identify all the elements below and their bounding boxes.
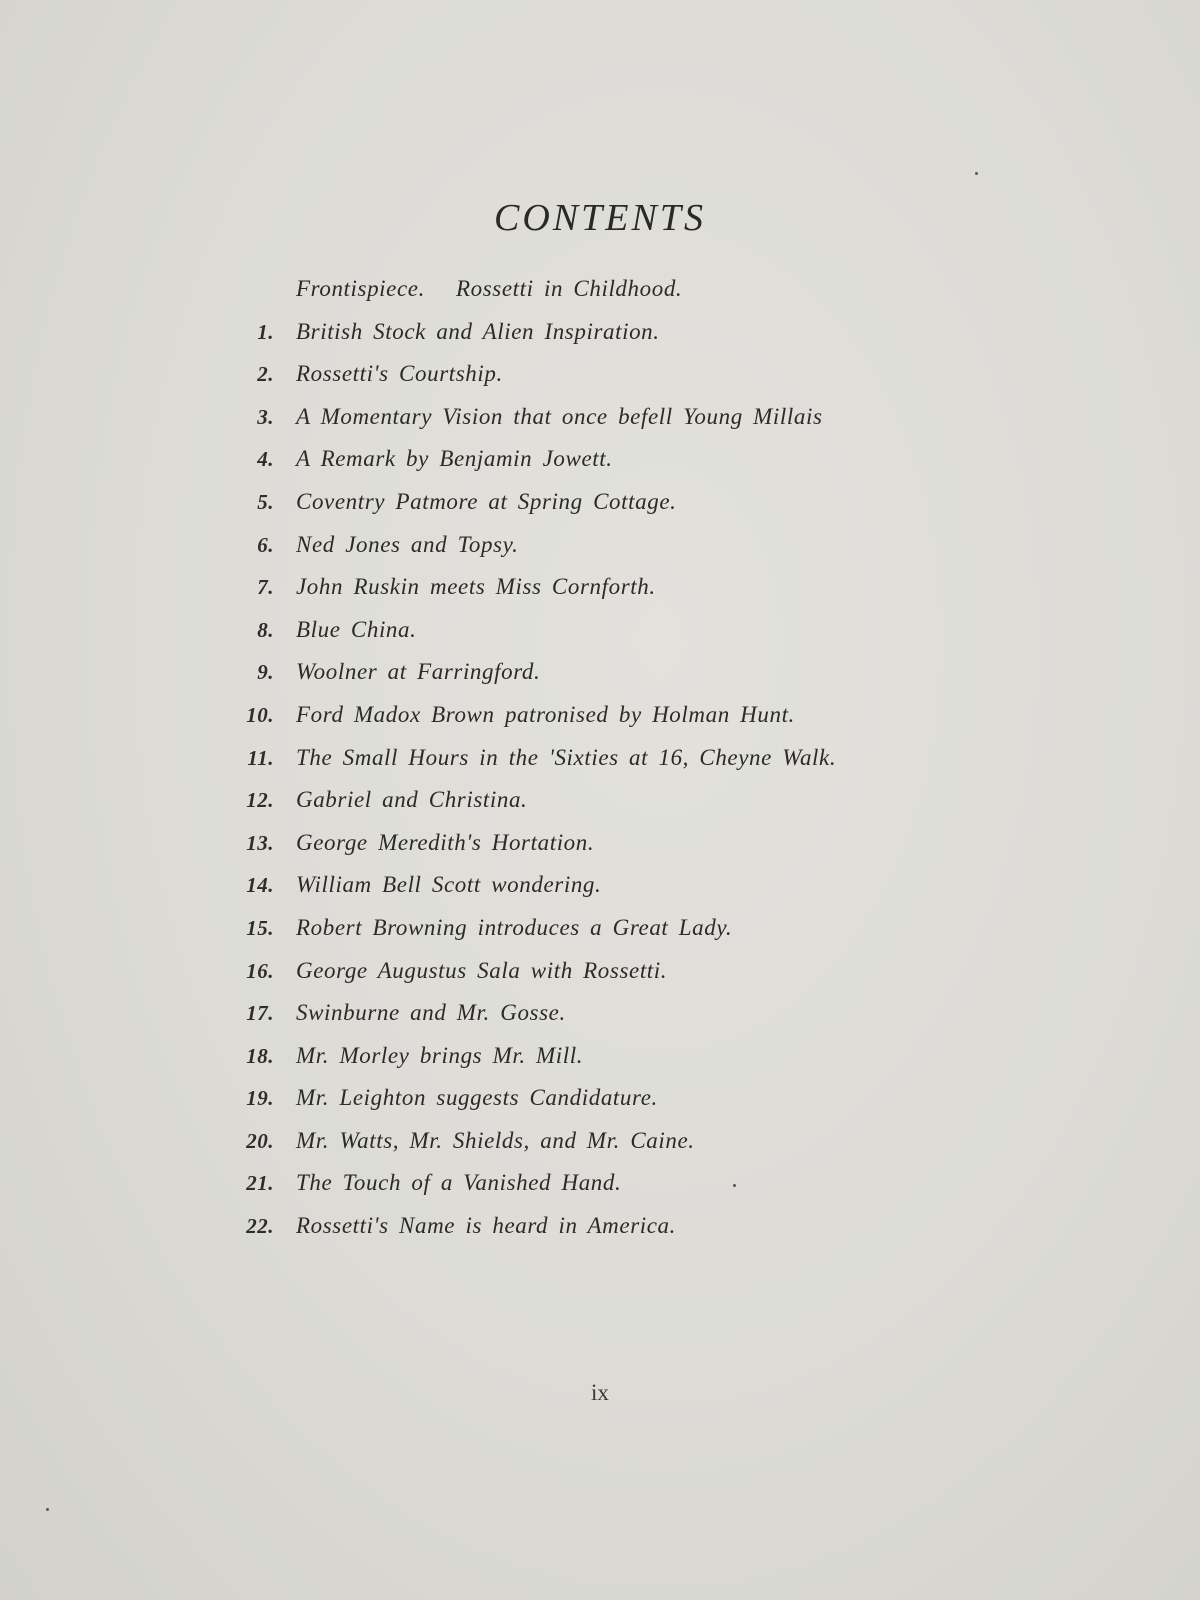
contents-entry <box>230 1085 950 1128</box>
entry-title: Blue China. <box>296 616 417 642</box>
entry-number: 11. <box>247 745 274 770</box>
entry-title: Swinburne and Mr. Gosse. <box>296 1000 566 1026</box>
entry-title: John Ruskin meets Miss Cornforth. <box>296 574 656 600</box>
contents-list <box>230 276 950 1256</box>
entry-number: 10. <box>246 702 274 727</box>
contents-entry <box>230 489 950 532</box>
entry-number: 21. <box>246 1171 274 1196</box>
entry-title: British Stock and Alien Inspiration. <box>296 318 660 344</box>
entry-number: 3. <box>257 404 274 429</box>
contents-entry <box>230 915 950 958</box>
entry-title: A Momentary Vision that once befell Young Millais <box>296 403 823 429</box>
entry-number: 8. <box>257 617 274 642</box>
entry-number: 12. <box>246 788 274 813</box>
contents-entry <box>230 446 950 489</box>
entry-number: 19. <box>246 1086 274 1111</box>
contents-entry <box>230 1128 950 1171</box>
entry-title: Gabriel and Christina. <box>296 787 528 813</box>
page-heading: CONTENTS <box>494 197 706 239</box>
paper-speck <box>46 1508 49 1511</box>
entry-number: 4. <box>257 447 274 472</box>
entry-title: George Meredith's Hortation. <box>296 829 595 855</box>
entry-title: William Bell Scott wondering. <box>296 872 602 898</box>
contents-entry <box>230 532 950 575</box>
entry-number: 6. <box>257 532 274 557</box>
contents-entry <box>230 702 950 745</box>
contents-entry <box>230 872 950 915</box>
entry-number: 18. <box>246 1043 274 1068</box>
entry-title: Ned Jones and Topsy. <box>296 531 519 557</box>
contents-entry <box>230 787 950 830</box>
paper-speck <box>975 172 978 175</box>
entry-number: 13. <box>246 830 274 855</box>
contents-entry <box>230 958 950 1001</box>
entry-title: Robert Browning introduces a Great Lady. <box>296 914 733 940</box>
entry-title: The Touch of a Vanished Hand. <box>296 1170 622 1196</box>
entry-title: A Remark by Benjamin Jowett. <box>296 446 613 472</box>
entry-number: 7. <box>257 575 274 600</box>
entry-number: 16. <box>246 958 274 983</box>
entry-number: 14. <box>246 873 274 898</box>
contents-entry <box>230 830 950 873</box>
entry-title: Rossetti's Name is heard in America. <box>296 1213 676 1239</box>
contents-entry <box>230 1043 950 1086</box>
paper-speck <box>733 1184 736 1187</box>
entry-number: 2. <box>257 362 274 387</box>
entry-number: 9. <box>257 660 274 685</box>
contents-entry <box>230 1000 950 1043</box>
entry-number: 22. <box>246 1214 274 1239</box>
entry-number: 1. <box>257 319 274 344</box>
contents-entry <box>230 276 950 319</box>
entry-title: Coventry Patmore at Spring Cottage. <box>296 488 677 514</box>
entry-title: George Augustus Sala with Rossetti. <box>296 957 668 983</box>
contents-entry <box>230 1170 950 1213</box>
contents-entry <box>230 361 950 404</box>
entry-title: Mr. Morley brings Mr. Mill. <box>296 1042 584 1068</box>
entry-number: 17. <box>246 1001 274 1026</box>
entry-number: 5. <box>257 489 274 514</box>
entry-title: Mr. Leighton suggests Candidature. <box>296 1085 658 1111</box>
page-number: ix <box>591 1380 609 1405</box>
contents-entry <box>230 574 950 617</box>
contents-entry <box>230 745 950 788</box>
contents-entry <box>230 404 950 447</box>
entry-title: Rossetti's Courtship. <box>296 361 503 387</box>
contents-entry <box>230 319 950 362</box>
contents-entry <box>230 617 950 660</box>
entry-number: 20. <box>246 1128 274 1153</box>
entry-title: The Small Hours in the 'Sixties at 16, Cheyne Walk. <box>296 744 837 770</box>
contents-entry <box>230 1213 950 1256</box>
entry-title: Woolner at Farringford. <box>296 659 541 685</box>
entry-number: 15. <box>246 915 274 940</box>
contents-entry <box>230 659 950 702</box>
entry-title: Mr. Watts, Mr. Shields, and Mr. Caine. <box>296 1127 695 1153</box>
entry-title: Ford Madox Brown patronised by Holman Hunt. <box>296 701 795 727</box>
entry-title: Frontispiece. Rossetti in Childhood. <box>296 276 683 301</box>
